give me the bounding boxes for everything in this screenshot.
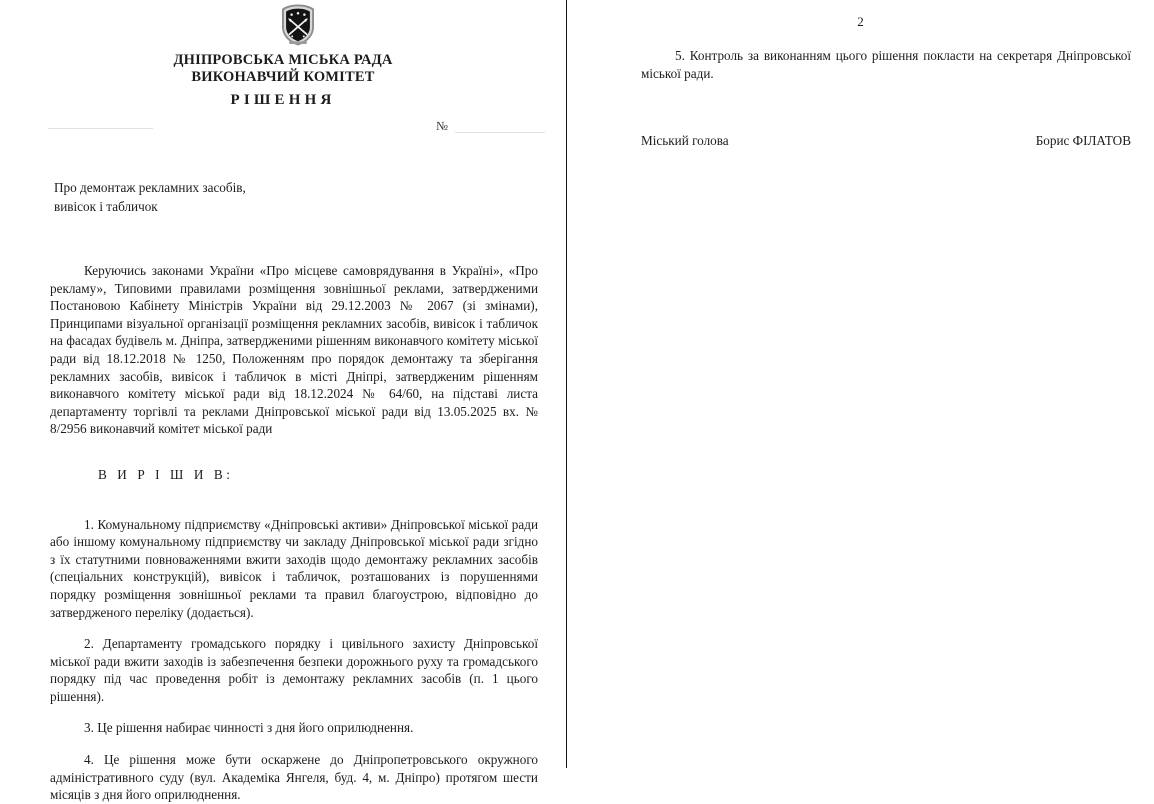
document-subject	[54, 178, 384, 216]
subject-line-2: вивісок і табличок	[54, 199, 158, 214]
document-kind: РІШЕННЯ	[230, 92, 336, 108]
spacer	[50, 452, 538, 466]
resolved-heading: В И Р І Ш И В:	[98, 466, 234, 482]
dnipro-coat-of-arms-icon	[278, 3, 318, 47]
organization-header	[0, 52, 566, 111]
number-blank-rule	[455, 132, 545, 133]
organization-line-2: ВИКОНАВЧИЙ КОМІТЕТ	[191, 69, 375, 85]
signature-name: Борис ФІЛАТОВ	[1035, 133, 1131, 148]
date-blank-rule	[48, 128, 153, 129]
preamble-paragraph: Керуючись законами України «Про місцеве самоврядування в Україні», «Про рекламу», Типовими правилами розміщення зовнішньої реклами, затвердженими Постановою Кабінету Міністрів України від 29.12.2003 № 2067 (зі змінами), Принципами візуальної організації розміщення рекламних засобів, вивісок і табличок на фасадах будівель м. Дніпра, затвердженими рішенням виконавчого комітету міської ради від 18.12.2018 № 1250, Положенням про порядок демонтажу та зберігання рекламних засобів, вивісок і табличок в місті Дніпрі, затвердженим рішенням виконавчого комітету міської ради від 18.12.2024 № 64/60, на підставі листа департаменту торгівлі та реклами Дніпровської міської ради від 13.05.2025 вх. № 8/2956 виконавчий комітет міської ради	[50, 263, 538, 437]
page-number: 2	[857, 14, 864, 29]
number-label: №	[436, 119, 448, 133]
document-body-page-2	[641, 47, 1131, 82]
document-page-2	[567, 0, 1154, 768]
clause-item: 2. Департаменту громадського порядку і цивільного захисту Дніпровської міської ради вжити заходів із забезпечення безпеки дорожнього руху та громадського порядку під час проведення робіт із демонтажу рекламних засобів (п. 1 цього рішення).	[50, 636, 538, 704]
document-body-page-1	[50, 262, 538, 804]
organization-line-1: ДНІПРОВСЬКА МІСЬКА РАДА	[173, 52, 393, 68]
clause-item: 1. Комунальному підприємству «Дніпровські активи» Дніпровської міської ради або іншому комунальному підприємству чи закладу Дніпровської міської ради згідно з їх статутними повноваженнями вжити заходів щодо демонтажу рекламних засобів (спеціальних конструкцій), вивісок і табличок, розташованих із порушеннями порядку розміщення зовнішньої реклами та правил благоустрою, відповідно до затвердженого переліку (додається).	[50, 516, 538, 620]
subject-line-1: Про демонтаж рекламних засобів,	[54, 180, 246, 195]
document-page-1	[0, 0, 566, 803]
spacer	[50, 498, 538, 516]
signature-title: Міський голова	[641, 133, 729, 148]
clause-item: 4. Це рішення може бути оскаржене до Дніпропетровського окружного адміністративного суду (вул. Академіка Янгеля, буд. 4, м. Дніпро) протягом шести місяців з дня його оприлюднення.	[50, 752, 538, 803]
signature-block	[641, 132, 1131, 150]
clause-item: 3. Це рішення набирає чинності з дня його оприлюднення.	[84, 720, 414, 736]
clause-item: 5. Контроль за виконанням цього рішення покласти на секретаря Дніпровської міської ради.	[641, 48, 1131, 81]
registration-row	[0, 118, 566, 138]
